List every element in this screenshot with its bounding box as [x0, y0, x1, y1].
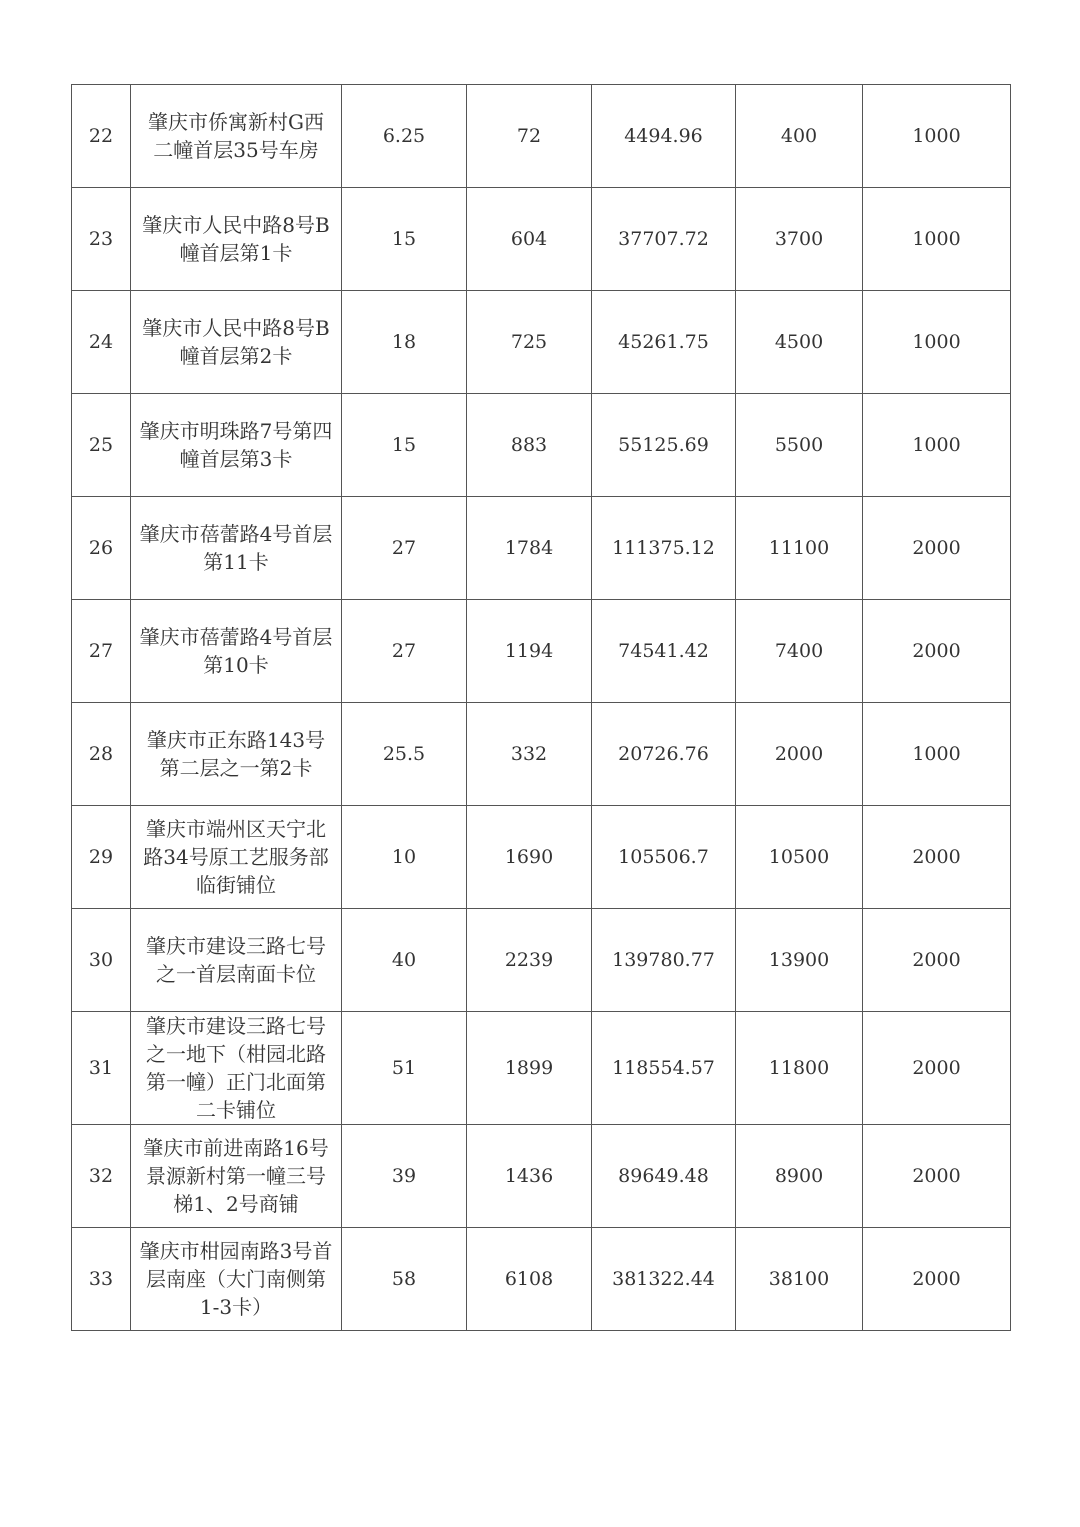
row-number: 30 — [72, 909, 131, 1012]
cell-col3: 39 — [342, 1125, 467, 1228]
table-row — [72, 1228, 1011, 1331]
row-number: 25 — [72, 394, 131, 497]
cell-col3: 15 — [342, 394, 467, 497]
row-number: 23 — [72, 188, 131, 291]
property-address: 肇庆市明珠路7号第四幢首层第3卡 — [131, 394, 342, 497]
cell-col5: 139780.77 — [592, 909, 736, 1012]
cell-col4: 1690 — [467, 806, 592, 909]
cell-col5: 118554.57 — [592, 1012, 736, 1125]
cell-col7: 2000 — [863, 600, 1011, 703]
row-number: 27 — [72, 600, 131, 703]
row-number: 29 — [72, 806, 131, 909]
cell-col3: 27 — [342, 497, 467, 600]
cell-col3: 18 — [342, 291, 467, 394]
cell-col4: 1436 — [467, 1125, 592, 1228]
cell-col5: 111375.12 — [592, 497, 736, 600]
cell-col6: 8900 — [736, 1125, 863, 1228]
cell-col6: 5500 — [736, 394, 863, 497]
row-number: 28 — [72, 703, 131, 806]
cell-col5: 105506.7 — [592, 806, 736, 909]
table-row — [72, 909, 1011, 1012]
property-address: 肇庆市端州区天宁北路34号原工艺服务部临街铺位 — [131, 806, 342, 909]
cell-col4: 1194 — [467, 600, 592, 703]
cell-col3: 6.25 — [342, 85, 467, 188]
table-row — [72, 703, 1011, 806]
property-address: 肇庆市正东路143号第二层之一第2卡 — [131, 703, 342, 806]
row-number: 33 — [72, 1228, 131, 1331]
cell-col7: 2000 — [863, 1125, 1011, 1228]
cell-col5: 89649.48 — [592, 1125, 736, 1228]
cell-col3: 58 — [342, 1228, 467, 1331]
cell-col6: 11100 — [736, 497, 863, 600]
table-row — [72, 806, 1011, 909]
cell-col4: 725 — [467, 291, 592, 394]
property-table — [71, 84, 1011, 1331]
property-address: 肇庆市建设三路七号之一地下（柑园北路第一幢）正门北面第二卡铺位 — [131, 1012, 342, 1125]
cell-col3: 25.5 — [342, 703, 467, 806]
cell-col5: 74541.42 — [592, 600, 736, 703]
cell-col6: 7400 — [736, 600, 863, 703]
cell-col5: 4494.96 — [592, 85, 736, 188]
cell-col5: 45261.75 — [592, 291, 736, 394]
cell-col7: 2000 — [863, 1228, 1011, 1331]
cell-col6: 10500 — [736, 806, 863, 909]
property-address: 肇庆市侨寓新村G西二幢首层35号车房 — [131, 85, 342, 188]
cell-col4: 1784 — [467, 497, 592, 600]
cell-col3: 10 — [342, 806, 467, 909]
property-address: 肇庆市建设三路七号之一首层南面卡位 — [131, 909, 342, 1012]
cell-col4: 332 — [467, 703, 592, 806]
row-number: 32 — [72, 1125, 131, 1228]
cell-col7: 1000 — [863, 394, 1011, 497]
property-address: 肇庆市柑园南路3号首层南座（大门南侧第1-3卡） — [131, 1228, 342, 1331]
table-row — [72, 1125, 1011, 1228]
row-number: 24 — [72, 291, 131, 394]
table-row — [72, 497, 1011, 600]
table-row — [72, 394, 1011, 497]
property-address: 肇庆市蓓蕾路4号首层第10卡 — [131, 600, 342, 703]
cell-col5: 55125.69 — [592, 394, 736, 497]
cell-col7: 1000 — [863, 291, 1011, 394]
cell-col7: 1000 — [863, 85, 1011, 188]
cell-col7: 2000 — [863, 909, 1011, 1012]
cell-col4: 883 — [467, 394, 592, 497]
cell-col6: 13900 — [736, 909, 863, 1012]
cell-col4: 1899 — [467, 1012, 592, 1125]
property-address: 肇庆市蓓蕾路4号首层第11卡 — [131, 497, 342, 600]
cell-col5: 37707.72 — [592, 188, 736, 291]
cell-col7: 1000 — [863, 188, 1011, 291]
cell-col3: 51 — [342, 1012, 467, 1125]
cell-col7: 2000 — [863, 806, 1011, 909]
property-address: 肇庆市人民中路8号B幢首层第1卡 — [131, 188, 342, 291]
cell-col4: 604 — [467, 188, 592, 291]
property-address: 肇庆市前进南路16号景源新村第一幢三号梯1、2号商铺 — [131, 1125, 342, 1228]
cell-col3: 27 — [342, 600, 467, 703]
cell-col7: 2000 — [863, 497, 1011, 600]
row-number: 31 — [72, 1012, 131, 1125]
cell-col3: 40 — [342, 909, 467, 1012]
property-address: 肇庆市人民中路8号B幢首层第2卡 — [131, 291, 342, 394]
cell-col6: 2000 — [736, 703, 863, 806]
cell-col4: 2239 — [467, 909, 592, 1012]
cell-col5: 20726.76 — [592, 703, 736, 806]
cell-col6: 38100 — [736, 1228, 863, 1331]
cell-col4: 72 — [467, 85, 592, 188]
table-row — [72, 85, 1011, 188]
table-row — [72, 291, 1011, 394]
cell-col6: 11800 — [736, 1012, 863, 1125]
cell-col7: 1000 — [863, 703, 1011, 806]
row-number: 26 — [72, 497, 131, 600]
cell-col5: 381322.44 — [592, 1228, 736, 1331]
table-row — [72, 600, 1011, 703]
cell-col3: 15 — [342, 188, 467, 291]
cell-col7: 2000 — [863, 1012, 1011, 1125]
cell-col6: 4500 — [736, 291, 863, 394]
cell-col6: 400 — [736, 85, 863, 188]
cell-col6: 3700 — [736, 188, 863, 291]
row-number: 22 — [72, 85, 131, 188]
table-row — [72, 188, 1011, 291]
table-row — [72, 1012, 1011, 1125]
cell-col4: 6108 — [467, 1228, 592, 1331]
